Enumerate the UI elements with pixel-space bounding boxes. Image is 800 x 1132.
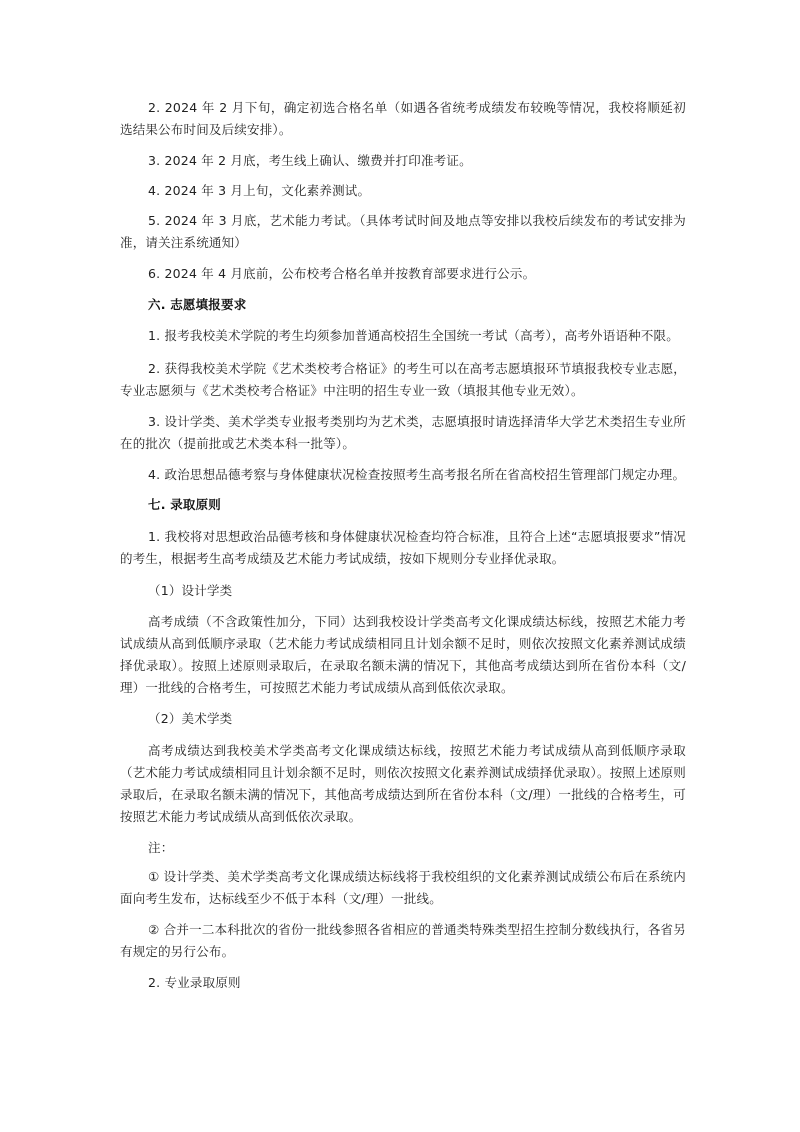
- paragraph-admission-1: 1. 我校将对思想政治品德考核和身体健康状况检查均符合标准，且符合上述“志愿填报要求”情况的考生，根据考生高考成绩及艺术能力考试成绩，按如下规则分专业择优录取。: [120, 529, 686, 566]
- paragraph-design-rule: 高考成绩（不含政策性加分，下同）达到我校设计学类高考文化课成绩达标线，按照艺术能力考试成绩从高到低顺序录取（艺术能力考试成绩相同且计划余额不足时，则依次按照文化素养测试成绩择优录取）。按照上述原则录取后，在录取名额未满的情况下，其他高考成绩达到所在省份本科（文/理）一批线的合格考生，可按照艺术能力考试成绩从高到低依次录取。: [120, 614, 686, 695]
- section-heading-admission: 七. 录取原则: [148, 497, 222, 512]
- paragraph-schedule-item-6: 6. 2024 年 4 月底前，公布校考合格名单并按教育部要求进行公示。: [148, 266, 536, 281]
- subheading-design: （1）设计学类: [148, 583, 233, 598]
- paragraph-major-principle: 2. 专业录取原则: [148, 975, 241, 990]
- paragraph-application-3: 3. 设计学类、美术学类专业报考类别均为艺术类，志愿填报时请选择清华大学艺术类招生专业所在的批次（提前批或艺术类本科一批等）。: [120, 414, 686, 451]
- paragraph-schedule-item-3: 3. 2024 年 2 月底，考生线上确认、缴费并打印准考证。: [148, 153, 472, 168]
- paragraph-application-1: 1. 报考我校美术学院的考生均须参加普通高校招生全国统一考试（高考），高考外语语种不限。: [148, 328, 679, 343]
- note-1: ① 设计学类、美术学类高考文化课成绩达标线将于我校组织的文化素养测试成绩公布后在系统内面向考生发布，达标线至少不低于本科（文/理）一批线。: [120, 869, 686, 906]
- section-heading-application: 六. 志愿填报要求: [148, 297, 247, 312]
- paragraph-application-4: 4. 政治思想品德考察与身体健康状况检查按照考生高考报名所在省高校招生管理部门规定办理。: [148, 467, 686, 482]
- paragraph-schedule-item-5: 5. 2024 年 3 月底，艺术能力考试。（具体考试时间及地点等安排以我校后续发布的考试安排为准，请关注系统通知）: [120, 213, 686, 250]
- paragraph-schedule-item-2: 2. 2024 年 2 月下旬，确定初选合格名单（如遇各省统考成绩发布较晚等情况，我校将顺延初选结果公布时间及后续安排）。: [120, 100, 686, 137]
- subheading-fine-arts: （2）美术学类: [148, 711, 233, 726]
- paragraph-application-2: 2. 获得我校美术学院《艺术类校考合格证》的考生可以在高考志愿填报环节填报我校专业志愿，专业志愿须与《艺术类校考合格证》中注明的招生专业一致（填报其他专业无效）。: [120, 361, 686, 398]
- paragraph-schedule-item-4: 4. 2024 年 3 月上旬，文化素养测试。: [148, 183, 371, 198]
- note-2: ② 合并一二本科批次的省份一批线参照各省相应的普通类特殊类型招生控制分数线执行，各省另有规定的另行公布。: [120, 922, 686, 959]
- note-label: 注：: [148, 840, 174, 855]
- paragraph-fine-arts-rule: 高考成绩达到我校美术学类高考文化课成绩达标线，按照艺术能力考试成绩从高到低顺序录取（艺术能力考试成绩相同且计划余额不足时，则依次按照文化素养测试成绩择优录取）。按照上述原则录取后，在录取名额未满的情况下，其他高考成绩达到所在省份本科（文/理）一批线的合格考生，可按照艺术能力考试成绩从高到低依次录取。: [120, 743, 686, 824]
